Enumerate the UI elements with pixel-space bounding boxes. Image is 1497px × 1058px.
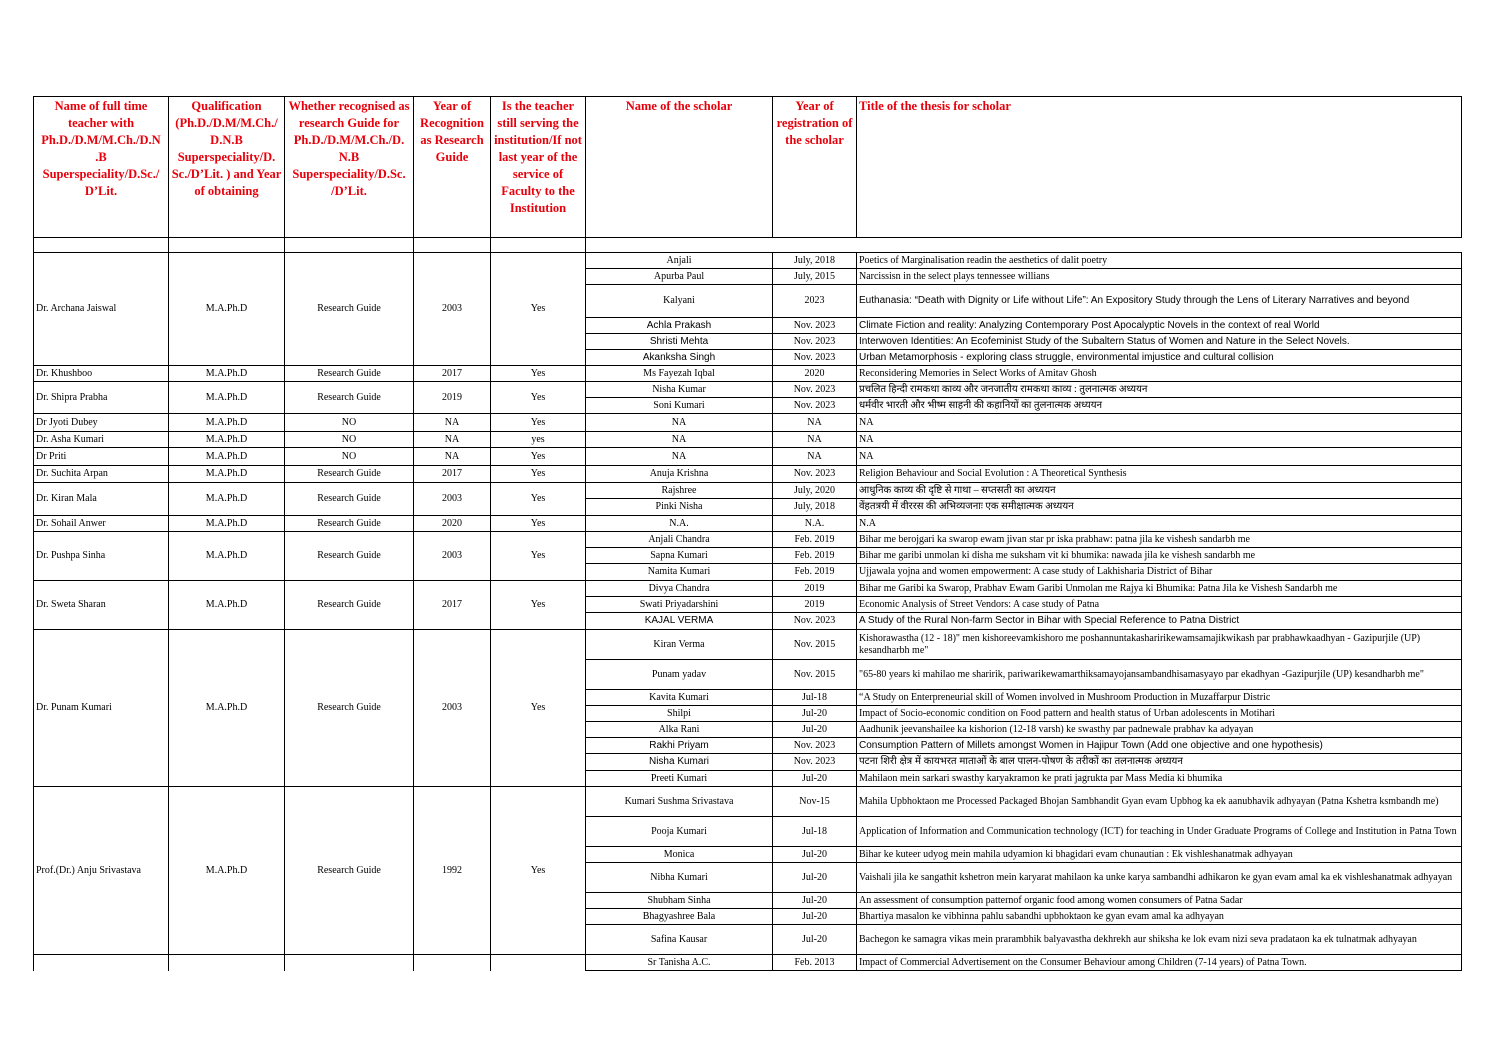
scholar-registration-year: N.A.	[773, 516, 857, 532]
thesis-title: Poetics of Marginalisation readin the aesthetics of dalit poetry	[857, 253, 1462, 269]
scholar-name: Pooja Kumari	[586, 817, 773, 847]
scholar-registration-year: Nov-15	[773, 787, 857, 817]
scholar-registration-year: Jul-18	[773, 690, 857, 706]
teacher-guide-status: Research Guide	[285, 516, 414, 532]
scholar-name: Kiran Verma	[586, 630, 773, 660]
header-teacher-name: Name of full time teacher with Ph.D./D.M/M.Ch./D.N .B Superspeciality/D.Sc./ D’Lit.	[34, 97, 169, 238]
scholar-registration-year: Jul-20	[773, 893, 857, 909]
header-research-guide: Whether recognised as research Guide for Ph.D./D.M/M.Ch./D. N.B Superspeciality/D.Sc. /D’Lit.	[285, 97, 414, 238]
teacher-guide-status: Research Guide	[285, 532, 414, 581]
teacher-name: Dr. Suchita Arpan	[34, 466, 169, 483]
scholar-name: Nibha Kumari	[586, 863, 773, 893]
thesis-title: Interwoven Identities: An Ecofeminist Study of the Subaltern Status of Women and Nature in the Select Novels.	[857, 334, 1462, 350]
scholar-name: N.A.	[586, 516, 773, 532]
scholar-registration-year: Nov. 2023	[773, 350, 857, 366]
scholar-registration-year: Jul-20	[773, 909, 857, 925]
scholar-name: Pinki Nisha	[586, 499, 773, 516]
teacher-recognition-year: NA	[414, 414, 491, 432]
teacher-serving: Yes	[491, 630, 586, 787]
thesis-title: Urban Metamorphosis - exploring class struggle, environmental imjustice and cultural collision	[857, 350, 1462, 366]
scholar-registration-year: Feb. 2013	[773, 955, 857, 971]
teacher-name: Dr. Kiran Mala	[34, 483, 169, 516]
teacher-recognition-year: 2017	[414, 581, 491, 630]
teacher-qualification: M.A.Ph.D	[169, 382, 285, 414]
thesis-title: Aadhunik jeevanshailee ka kishorion (12-18 varsh) ke swasthy par padnewale prabhav ka adyayan	[857, 722, 1462, 738]
scholar-registration-year: July, 2015	[773, 269, 857, 285]
table-row	[34, 532, 1462, 548]
teacher-qualification: M.A.Ph.D	[169, 466, 285, 483]
teacher-name: Dr Priti	[34, 448, 169, 466]
header-scholar-name: Name of the scholar	[586, 97, 773, 238]
teacher-recognition-year: 2003	[414, 253, 491, 366]
thesis-title: Reconsidering Memories in Select Works of Amitav Ghosh	[857, 366, 1462, 382]
thesis-title: Kishorawastha (12 - 18)" men kishoreevamkishoro me poshannuntakasharirikewamsamajikwikash par prabhawkaadhyan - Gazipurjile (UP) kesandharbh me"	[857, 630, 1462, 660]
teacher-recognition-year: NA	[414, 432, 491, 448]
scholar-registration-year: Jul-20	[773, 706, 857, 722]
scholar-name: Apurba Paul	[586, 269, 773, 285]
teacher-serving: Yes	[491, 466, 586, 483]
scholar-registration-year: Jul-18	[773, 817, 857, 847]
scholar-name: Nisha Kumar	[586, 382, 773, 398]
scholar-registration-year: NA	[773, 414, 857, 432]
teacher-name: Dr. Sohail Anwer	[34, 516, 169, 532]
scholar-name: Monica	[586, 847, 773, 863]
thesis-title: An assessment of consumption patternof organic food among women consumers of Patna Sadar	[857, 893, 1462, 909]
teacher-guide-status: Research Guide	[285, 630, 414, 787]
thesis-title: Bihar ke kuteer udyog mein mahila udyamion ki bhagidari evam chunautian : Ek vishleshanatmak adhyayan	[857, 847, 1462, 863]
teacher-qualification: M.A.Ph.D	[169, 630, 285, 787]
teacher-qualification: M.A.Ph.D	[169, 253, 285, 366]
scholar-registration-year: Nov. 2023	[773, 754, 857, 771]
thesis-title: Mahilaon mein sarkari swasthy karyakramon ke prati jagrukta par Mass Media ki bhumika	[857, 771, 1462, 787]
thesis-title: N.A	[857, 516, 1462, 532]
scholar-registration-year: 2020	[773, 366, 857, 382]
table-row	[34, 516, 1462, 532]
teacher-serving: Yes	[491, 382, 586, 414]
thesis-title: Bihar me garibi unmolan ki disha me suksham vit ki bhumika: nawada jila ke vishesh sandarbh me	[857, 548, 1462, 564]
research-guide-table	[33, 96, 1462, 971]
teacher-recognition-year: 2003	[414, 630, 491, 787]
scholar-registration-year: Nov. 2023	[773, 738, 857, 754]
scholar-registration-year: 2019	[773, 581, 857, 597]
scholar-name: Kalyani	[586, 285, 773, 318]
teacher-guide-status: Research Guide	[285, 483, 414, 516]
thesis-title: Climate Fiction and reality: Analyzing Contemporary Post Apocalyptic Novels in the context of real World	[857, 318, 1462, 334]
scholar-name: Rajshree	[586, 483, 773, 499]
thesis-title: Bachegon ke samagra vikas mein prarambhik balyavastha dekhrekh aur shiksha ke lok evam nizi seva pradataon ka ek tulnatmak adhyayan	[857, 925, 1462, 955]
teacher-recognition-year: 2003	[414, 532, 491, 581]
scholar-name: Akanksha Singh	[586, 350, 773, 366]
scholar-name: Sapna Kumari	[586, 548, 773, 564]
teacher-name	[34, 955, 169, 971]
scholar-name: Rakhi Priyam	[586, 738, 773, 754]
teacher-serving: Yes	[491, 516, 586, 532]
table-row	[34, 955, 1462, 971]
thesis-title: “A Study on Enterpreneurial skill of Women involved in Mushroom Production in Muzaffarpur Distric	[857, 690, 1462, 706]
scholar-registration-year: Nov. 2023	[773, 334, 857, 350]
scholar-name: Shubham Sinha	[586, 893, 773, 909]
teacher-recognition-year	[414, 955, 491, 971]
scholar-registration-year: Feb. 2019	[773, 564, 857, 581]
scholar-registration-year: Jul-20	[773, 863, 857, 893]
scholar-registration-year: July, 2018	[773, 499, 857, 516]
table-row	[34, 432, 1462, 448]
teacher-name: Dr. Khushboo	[34, 366, 169, 382]
scholar-registration-year: NA	[773, 448, 857, 466]
scholar-name: NA	[586, 448, 773, 466]
thesis-title: धर्मवीर भारती और भीष्म साहनी की कहानियों का तुलनात्मक अध्ययन	[857, 398, 1462, 414]
scholar-name: Namita Kumari	[586, 564, 773, 581]
table-row	[34, 466, 1462, 483]
table-row	[34, 253, 1462, 269]
scholar-registration-year: Feb. 2019	[773, 548, 857, 564]
teacher-guide-status: Research Guide	[285, 466, 414, 483]
teacher-qualification: M.A.Ph.D	[169, 532, 285, 581]
thesis-title: Religion Behaviour and Social Evolution : A Theoretical Synthesis	[857, 466, 1462, 483]
teacher-recognition-year: 2017	[414, 366, 491, 382]
teacher-qualification: M.A.Ph.D	[169, 581, 285, 630]
scholar-name: Sr Tanisha A.C.	[586, 955, 773, 971]
scholar-registration-year: Feb. 2019	[773, 532, 857, 548]
scholar-name: Shilpi	[586, 706, 773, 722]
scholar-registration-year: NA	[773, 432, 857, 448]
scholar-name: KAJAL VERMA	[586, 613, 773, 630]
teacher-name: Dr. Pushpa Sinha	[34, 532, 169, 581]
thesis-title: Bhartiya masalon ke vibhinna pahlu sabandhi upbhoktaon ke gyan evam amal ka adhyayan	[857, 909, 1462, 925]
scholar-name: Swati Priyadarshini	[586, 597, 773, 613]
scholar-registration-year: Jul-20	[773, 925, 857, 955]
scholar-registration-year: Nov. 2015	[773, 630, 857, 660]
thesis-title: प्रचलित हिन्दी रामकथा काव्य और जनजातीय रामकथा काव्य : तुलनात्मक अध्ययन	[857, 382, 1462, 398]
scholar-name: Bhagyashree Bala	[586, 909, 773, 925]
thesis-title: आधुनिक काव्य की दृष्टि से गाथा – सप्तसती का अध्ययन	[857, 483, 1462, 499]
scholar-name: Safina Kausar	[586, 925, 773, 955]
thesis-title: वेंहतत्रयी में वीररस की अभिव्यजनाः एक समीक्षात्मक अध्ययन	[857, 499, 1462, 516]
header-year-recognition: Year of Recognition as Research Guide	[414, 97, 491, 238]
scholar-name: Shristi Mehta	[586, 334, 773, 350]
table-row	[34, 448, 1462, 466]
teacher-name: Dr. Asha Kumari	[34, 432, 169, 448]
thesis-title: Bihar me Garibi ka Swarop, Prabhav Ewam Garibi Unmolan me Rajya ki Bhumika: Patna Jila ke Vishesh Sandarbh me	[857, 581, 1462, 597]
teacher-guide-status: Research Guide	[285, 382, 414, 414]
spacer-row	[34, 238, 1462, 253]
table-body	[34, 238, 1462, 971]
scholar-name: Kavita Kumari	[586, 690, 773, 706]
table-row	[34, 414, 1462, 432]
scholar-name: NA	[586, 414, 773, 432]
scholar-name: Anuja Krishna	[586, 466, 773, 483]
thesis-title: NA	[857, 414, 1462, 432]
scholar-registration-year: July, 2018	[773, 253, 857, 269]
teacher-guide-status: NO	[285, 448, 414, 466]
thesis-title: Euthanasia: “Death with Dignity or Life without Life”: An Expository Study through the Lens of Literary Narratives and beyond	[857, 285, 1462, 318]
teacher-recognition-year: NA	[414, 448, 491, 466]
scholar-registration-year: Nov. 2023	[773, 613, 857, 630]
teacher-name: Prof.(Dr.) Anju Srivastava	[34, 787, 169, 955]
scholar-name: Achla Prakash	[586, 318, 773, 334]
thesis-title: पटना शिरी क्षेत्र में कायभरत माताओं के बाल पालन-पोषण के तरीकों का तलनात्मक अध्ययन	[857, 754, 1462, 771]
teacher-qualification: M.A.Ph.D	[169, 516, 285, 532]
scholar-registration-year: Nov. 2023	[773, 398, 857, 414]
header-registration-year: Year of registration of the scholar	[773, 97, 857, 238]
teacher-name: Dr. Sweta Sharan	[34, 581, 169, 630]
thesis-title: Ujjawala yojna and women empowerment: A case study of Lakhisharia District of Bihar	[857, 564, 1462, 581]
table-row	[34, 630, 1462, 660]
teacher-serving	[491, 955, 586, 971]
thesis-title: NA	[857, 432, 1462, 448]
scholar-registration-year: Nov. 2023	[773, 466, 857, 483]
teacher-guide-status: Research Guide	[285, 787, 414, 955]
scholar-name: Anjali Chandra	[586, 532, 773, 548]
header-still-serving: Is the teacher still serving the institution/If not last year of the service of Faculty to the Institution	[491, 97, 586, 238]
teacher-qualification: M.A.Ph.D	[169, 483, 285, 516]
teacher-serving: Yes	[491, 448, 586, 466]
teacher-recognition-year: 2003	[414, 483, 491, 516]
teacher-qualification: M.A.Ph.D	[169, 448, 285, 466]
teacher-serving: Yes	[491, 581, 586, 630]
scholar-registration-year: July, 2020	[773, 483, 857, 499]
thesis-title: A Study of the Rural Non-farm Sector in Bihar with Special Reference to Patna District	[857, 613, 1462, 630]
teacher-qualification: M.A.Ph.D	[169, 787, 285, 955]
thesis-title: Bihar me berojgari ka swarop ewam jivan star pr iska prabhaw: patna jila ke vishesh sandarbh me	[857, 532, 1462, 548]
scholar-registration-year: Nov. 2023	[773, 318, 857, 334]
scholar-name: Soni Kumari	[586, 398, 773, 414]
thesis-title: Consumption Pattern of Millets amongst Women in Hajipur Town (Add one objective and one hypothesis)	[857, 738, 1462, 754]
header-thesis-title: Title of the thesis for scholar	[857, 97, 1462, 238]
thesis-title: Impact of Commercial Advertisement on the Consumer Behaviour among Children (7-14 years) of Patna Town.	[857, 955, 1462, 971]
teacher-qualification: M.A.Ph.D	[169, 432, 285, 448]
scholar-name: Anjali	[586, 253, 773, 269]
scholar-registration-year: Nov. 2023	[773, 382, 857, 398]
table-row	[34, 382, 1462, 398]
teacher-guide-status: NO	[285, 414, 414, 432]
teacher-recognition-year: 2020	[414, 516, 491, 532]
scholar-registration-year: Jul-20	[773, 847, 857, 863]
scholar-name: Preeti Kumari	[586, 771, 773, 787]
thesis-title: NA	[857, 448, 1462, 466]
scholar-name: Alka Rani	[586, 722, 773, 738]
scholar-name: Nisha Kumari	[586, 754, 773, 771]
teacher-qualification: M.A.Ph.D	[169, 366, 285, 382]
teacher-recognition-year: 2017	[414, 466, 491, 483]
teacher-guide-status: Research Guide	[285, 581, 414, 630]
thesis-title: Impact of Socio-economic condition on Food pattern and health status of Urban adolescents in Motihari	[857, 706, 1462, 722]
teacher-serving: yes	[491, 432, 586, 448]
thesis-title: Mahila Upbhoktaon me Processed Packaged Bhojan Sambhandit Gyan evam Upbhog ka ek aanubhavik adhyayan (Patna Kshetra ksmbandh me)	[857, 787, 1462, 817]
teacher-serving: Yes	[491, 483, 586, 516]
thesis-title: "65-80 years ki mahilao me sharirik, pariwarikewamarthiksamayojansambandhisamasyayo par ekadhyan -Gazipurjile (UP) kesandharbh me"	[857, 660, 1462, 690]
thesis-title: Narcissisn in the select plays tennessee willians	[857, 269, 1462, 285]
teacher-serving: Yes	[491, 532, 586, 581]
teacher-guide-status: NO	[285, 432, 414, 448]
scholar-registration-year: Nov. 2015	[773, 660, 857, 690]
thesis-title: Economic Analysis of Street Vendors: A case study of Patna	[857, 597, 1462, 613]
header-qualification: Qualification (Ph.D./D.M/M.Ch./ D.N.B Superspeciality/D. Sc./D’Lit. ) and Year of obtaining	[169, 97, 285, 238]
thesis-title: Application of Information and Communication technology (ICT) for teaching in Under Graduate Programs of College and Institution in Patna Town	[857, 817, 1462, 847]
thesis-title: Vaishali jila ke sangathit kshetron mein karyarat mahilaon ka unke karya sambandhi adhikaron ke gyan evam amal ka ek vishleshanatmak adhyayan	[857, 863, 1462, 893]
table-row	[34, 787, 1462, 817]
scholar-name: Ms Fayezah Iqbal	[586, 366, 773, 382]
table-row	[34, 483, 1462, 499]
table-row	[34, 366, 1462, 382]
teacher-name: Dr. Archana Jaiswal	[34, 253, 169, 366]
teacher-name: Dr Jyoti Dubey	[34, 414, 169, 432]
teacher-serving: Yes	[491, 414, 586, 432]
header-row	[34, 97, 1462, 238]
scholar-registration-year: Jul-20	[773, 771, 857, 787]
teacher-serving: Yes	[491, 253, 586, 366]
scholar-name: Kumari Sushma Srivastava	[586, 787, 773, 817]
scholar-name: Punam yadav	[586, 660, 773, 690]
teacher-guide-status	[285, 955, 414, 971]
teacher-guide-status: Research Guide	[285, 366, 414, 382]
teacher-name: Dr. Punam Kumari	[34, 630, 169, 787]
scholar-name: Divya Chandra	[586, 581, 773, 597]
teacher-name: Dr. Shipra Prabha	[34, 382, 169, 414]
scholar-registration-year: Jul-20	[773, 722, 857, 738]
teacher-serving: Yes	[491, 787, 586, 955]
teacher-recognition-year: 2019	[414, 382, 491, 414]
scholar-name: NA	[586, 432, 773, 448]
teacher-serving: Yes	[491, 366, 586, 382]
scholar-registration-year: 2023	[773, 285, 857, 318]
table-row	[34, 581, 1462, 597]
scholar-registration-year: 2019	[773, 597, 857, 613]
teacher-guide-status: Research Guide	[285, 253, 414, 366]
teacher-qualification: M.A.Ph.D	[169, 414, 285, 432]
teacher-qualification	[169, 955, 285, 971]
teacher-recognition-year: 1992	[414, 787, 491, 955]
